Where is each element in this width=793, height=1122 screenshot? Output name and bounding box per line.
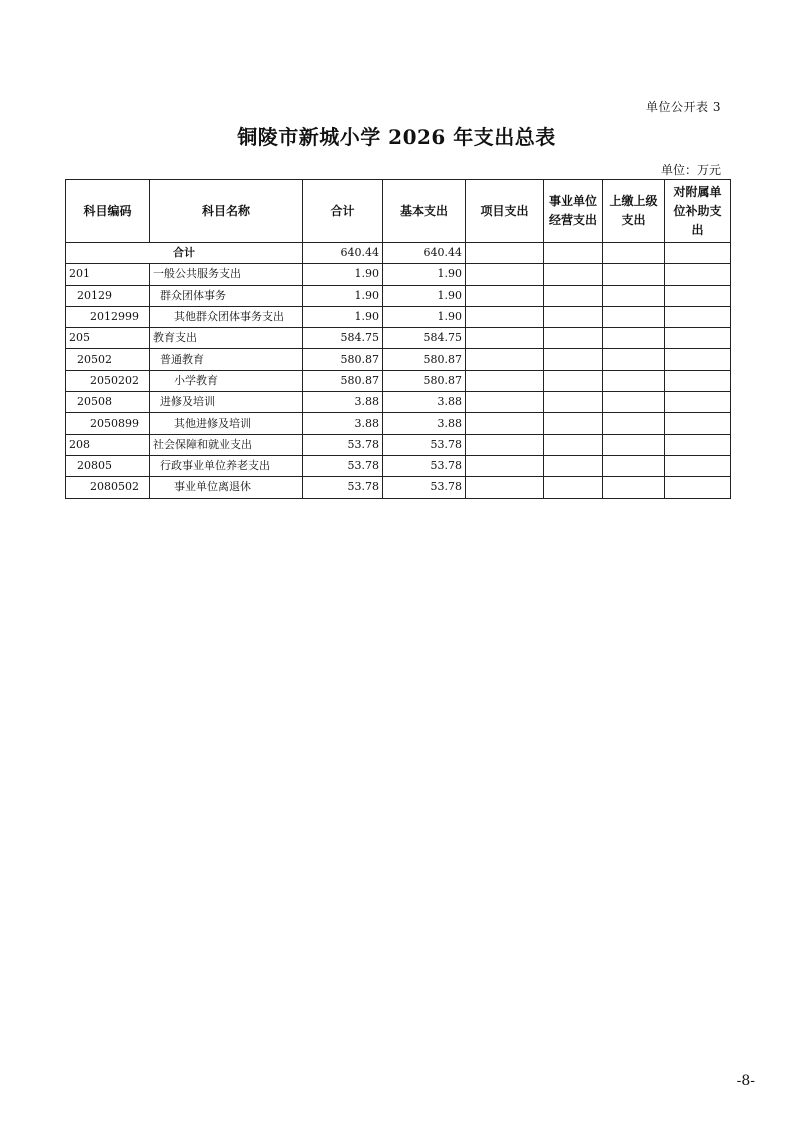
cell-remit	[603, 306, 665, 327]
total-subsidy	[665, 243, 731, 264]
header-business: 事业单位经营支出	[544, 180, 603, 243]
cell-basic: 53.78	[383, 434, 466, 455]
cell-basic: 3.88	[383, 392, 466, 413]
cell-subsidy	[665, 349, 731, 370]
cell-total: 53.78	[303, 477, 383, 498]
cell-code: 208	[66, 434, 150, 455]
cell-project	[466, 434, 544, 455]
cell-total: 3.88	[303, 413, 383, 434]
cell-business	[544, 328, 603, 349]
cell-business	[544, 455, 603, 476]
cell-name: 一般公共服务支出	[150, 264, 303, 285]
cell-code: 20502	[66, 349, 150, 370]
cell-project	[466, 370, 544, 391]
cell-project	[466, 477, 544, 498]
cell-project	[466, 306, 544, 327]
table-row	[66, 306, 731, 327]
cell-subsidy	[665, 455, 731, 476]
cell-name: 群众团体事务	[150, 285, 303, 306]
cell-project	[466, 413, 544, 434]
cell-subsidy	[665, 413, 731, 434]
cell-code: 2012999	[66, 306, 150, 327]
cell-business	[544, 413, 603, 434]
table-row	[66, 413, 731, 434]
cell-business	[544, 434, 603, 455]
cell-name: 事业单位离退休	[150, 477, 303, 498]
cell-subsidy	[665, 285, 731, 306]
cell-name: 进修及培训	[150, 392, 303, 413]
cell-remit	[603, 434, 665, 455]
cell-remit	[603, 285, 665, 306]
header-basic: 基本支出	[383, 180, 466, 243]
cell-project	[466, 328, 544, 349]
cell-remit	[603, 264, 665, 285]
cell-business	[544, 285, 603, 306]
cell-name: 社会保障和就业支出	[150, 434, 303, 455]
header-code: 科目编码	[66, 180, 150, 243]
cell-project	[466, 455, 544, 476]
total-basic: 640.44	[383, 243, 466, 264]
cell-remit	[603, 392, 665, 413]
cell-remit	[603, 455, 665, 476]
total-remit	[603, 243, 665, 264]
cell-project	[466, 285, 544, 306]
total-business	[544, 243, 603, 264]
cell-code: 20805	[66, 455, 150, 476]
cell-remit	[603, 477, 665, 498]
total-row	[66, 243, 731, 264]
cell-total: 3.88	[303, 392, 383, 413]
cell-business	[544, 370, 603, 391]
cell-basic: 53.78	[383, 477, 466, 498]
cell-name: 普通教育	[150, 349, 303, 370]
cell-total: 53.78	[303, 455, 383, 476]
cell-remit	[603, 413, 665, 434]
cell-name: 其他进修及培训	[150, 413, 303, 434]
cell-subsidy	[665, 392, 731, 413]
cell-code: 2080502	[66, 477, 150, 498]
cell-basic: 1.90	[383, 306, 466, 327]
cell-total: 584.75	[303, 328, 383, 349]
header-name: 科目名称	[150, 180, 303, 243]
cell-subsidy	[665, 264, 731, 285]
cell-remit	[603, 328, 665, 349]
header-project: 项目支出	[466, 180, 544, 243]
table-row	[66, 370, 731, 391]
cell-basic: 580.87	[383, 370, 466, 391]
cell-basic: 53.78	[383, 455, 466, 476]
table-header-row	[66, 180, 731, 243]
cell-total: 1.90	[303, 285, 383, 306]
cell-remit	[603, 370, 665, 391]
expenditure-table	[65, 179, 731, 499]
table-row	[66, 392, 731, 413]
cell-total: 53.78	[303, 434, 383, 455]
cell-basic: 1.90	[383, 285, 466, 306]
cell-code: 20508	[66, 392, 150, 413]
cell-code: 2050899	[66, 413, 150, 434]
cell-project	[466, 392, 544, 413]
cell-subsidy	[665, 477, 731, 498]
cell-subsidy	[665, 434, 731, 455]
table-row	[66, 285, 731, 306]
cell-total: 1.90	[303, 306, 383, 327]
cell-name: 行政事业单位养老支出	[150, 455, 303, 476]
cell-business	[544, 349, 603, 370]
cell-total: 580.87	[303, 370, 383, 391]
cell-basic: 3.88	[383, 413, 466, 434]
cell-business	[544, 392, 603, 413]
cell-code: 201	[66, 264, 150, 285]
cell-name: 小学教育	[150, 370, 303, 391]
total-project	[466, 243, 544, 264]
cell-project	[466, 264, 544, 285]
cell-business	[544, 306, 603, 327]
table-row	[66, 434, 731, 455]
cell-total: 580.87	[303, 349, 383, 370]
header-subsidy: 对附属单位补助支出	[665, 180, 731, 243]
total-label: 合计	[66, 243, 303, 264]
cell-subsidy	[665, 328, 731, 349]
cell-business	[544, 477, 603, 498]
cell-name: 教育支出	[150, 328, 303, 349]
table-row	[66, 349, 731, 370]
page-title: 铜陵市新城小学 2026 年支出总表	[237, 125, 556, 149]
cell-code: 20129	[66, 285, 150, 306]
cell-remit	[603, 349, 665, 370]
table-row	[66, 264, 731, 285]
table-row	[66, 477, 731, 498]
total-amount: 640.44	[303, 243, 383, 264]
table-row	[66, 455, 731, 476]
header-total: 合计	[303, 180, 383, 243]
cell-business	[544, 264, 603, 285]
cell-name: 其他群众团体事务支出	[150, 306, 303, 327]
cell-basic: 584.75	[383, 328, 466, 349]
cell-code: 205	[66, 328, 150, 349]
cell-total: 1.90	[303, 264, 383, 285]
cell-project	[466, 349, 544, 370]
cell-code: 2050202	[66, 370, 150, 391]
page-number: -8-	[736, 1073, 755, 1089]
cell-basic: 580.87	[383, 349, 466, 370]
cell-subsidy	[665, 370, 731, 391]
unit-label: 单位：万元	[660, 163, 721, 177]
header-remit: 上缴上级支出	[603, 180, 665, 243]
cell-basic: 1.90	[383, 264, 466, 285]
form-number: 单位公开表 3	[646, 100, 721, 114]
table-row	[66, 328, 731, 349]
cell-subsidy	[665, 306, 731, 327]
